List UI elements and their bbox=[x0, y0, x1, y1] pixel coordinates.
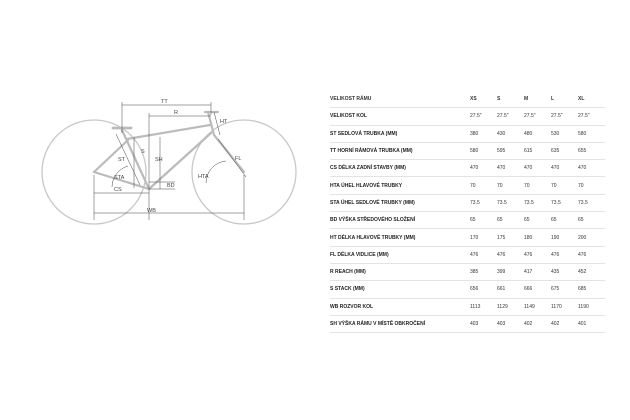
row-label: HT DÉLKA HLAVOVÉ TRUBKY (MM) bbox=[330, 229, 470, 246]
table-cell: 385 bbox=[470, 263, 497, 280]
label-sta: STA bbox=[114, 175, 125, 181]
table-row bbox=[330, 229, 605, 246]
row-label: S STACK (MM) bbox=[330, 281, 470, 298]
table-cell: 470 bbox=[497, 160, 524, 177]
table-cell: 73.5 bbox=[578, 194, 605, 211]
label-tt: TT bbox=[161, 99, 168, 105]
header-size: XS bbox=[470, 91, 497, 108]
table-cell: 635 bbox=[551, 142, 578, 159]
table-cell: 402 bbox=[524, 315, 551, 332]
table-cell: 675 bbox=[551, 281, 578, 298]
table-cell: 470 bbox=[551, 160, 578, 177]
table-row bbox=[330, 177, 605, 194]
table-cell: 661 bbox=[497, 281, 524, 298]
table-cell: 470 bbox=[524, 160, 551, 177]
header-label: VELIKOST RÁMU bbox=[330, 91, 470, 108]
table-cell: 190 bbox=[551, 229, 578, 246]
table-cell: 73.5 bbox=[497, 194, 524, 211]
label-hta: HTA bbox=[198, 174, 209, 180]
table-row bbox=[330, 246, 605, 263]
table-cell: 65 bbox=[524, 212, 551, 229]
table-cell: 476 bbox=[470, 246, 497, 263]
table-cell: 580 bbox=[470, 142, 497, 159]
table-cell: 470 bbox=[470, 160, 497, 177]
table-cell: 70 bbox=[470, 177, 497, 194]
table-cell: 170 bbox=[470, 229, 497, 246]
table-cell: 656 bbox=[470, 281, 497, 298]
table-cell: 200 bbox=[578, 229, 605, 246]
table-cell: 435 bbox=[551, 263, 578, 280]
table-cell: 580 bbox=[578, 125, 605, 142]
table-row bbox=[330, 298, 605, 315]
table-cell: 655 bbox=[578, 142, 605, 159]
table-row bbox=[330, 263, 605, 280]
row-label: TT HORNÍ RÁMOVÁ TRUBKA (MM) bbox=[330, 142, 470, 159]
table-cell: 666 bbox=[524, 281, 551, 298]
table-cell: 399 bbox=[497, 263, 524, 280]
table-row bbox=[330, 142, 605, 159]
table-cell: 615 bbox=[524, 142, 551, 159]
table-cell: 65 bbox=[578, 212, 605, 229]
table-header-row bbox=[330, 91, 605, 108]
table-cell: 1149 bbox=[524, 298, 551, 315]
table-cell: 70 bbox=[578, 177, 605, 194]
row-label: BD VÝŠKA STŘEDOVÉHO SLOŽENÍ bbox=[330, 212, 470, 229]
table-cell: 73.5 bbox=[524, 194, 551, 211]
label-st: ST bbox=[118, 157, 126, 163]
table-cell: 27.5" bbox=[497, 108, 524, 125]
table-cell: 27.5" bbox=[524, 108, 551, 125]
table-cell: 403 bbox=[497, 315, 524, 332]
label-wb: WB bbox=[147, 208, 156, 214]
table-cell: 180 bbox=[524, 229, 551, 246]
bike-geometry-diagram bbox=[30, 85, 310, 285]
table-cell: 65 bbox=[470, 212, 497, 229]
bike-geometry-svg bbox=[30, 85, 310, 285]
table-cell: 27.5" bbox=[551, 108, 578, 125]
table-cell: 65 bbox=[497, 212, 524, 229]
table-cell: 476 bbox=[578, 246, 605, 263]
header-size: L bbox=[551, 91, 578, 108]
geometry-table bbox=[330, 91, 605, 333]
table-cell: 70 bbox=[551, 177, 578, 194]
table-cell: 430 bbox=[497, 125, 524, 142]
table-cell: 73.5 bbox=[551, 194, 578, 211]
label-s: S bbox=[141, 149, 145, 155]
table-cell: 1113 bbox=[470, 298, 497, 315]
row-label: FL DÉLKA VIDLICE (MM) bbox=[330, 246, 470, 263]
table-cell: 1190 bbox=[578, 298, 605, 315]
table-cell: 476 bbox=[497, 246, 524, 263]
row-label: R REACH (MM) bbox=[330, 263, 470, 280]
table-cell: 417 bbox=[524, 263, 551, 280]
table-cell: 65 bbox=[551, 212, 578, 229]
label-r: R bbox=[174, 110, 178, 116]
row-label: ST SEDLOVÁ TRUBKA (MM) bbox=[330, 125, 470, 142]
row-label: STA ÚHEL SEDLOVÉ TRUBKY (MM) bbox=[330, 194, 470, 211]
row-label: WB ROZVOR KOL bbox=[330, 298, 470, 315]
table-cell: 402 bbox=[551, 315, 578, 332]
table-cell: 452 bbox=[578, 263, 605, 280]
header-size: XL bbox=[578, 91, 605, 108]
table-cell: 476 bbox=[524, 246, 551, 263]
geometry-table-container bbox=[330, 91, 605, 333]
table-cell: 1129 bbox=[497, 298, 524, 315]
table-cell: 27.5" bbox=[578, 108, 605, 125]
table-cell: 403 bbox=[470, 315, 497, 332]
label-sh: SH bbox=[155, 157, 163, 163]
table-cell: 530 bbox=[551, 125, 578, 142]
header-size: M bbox=[524, 91, 551, 108]
table-body bbox=[330, 108, 605, 333]
table-cell: 595 bbox=[497, 142, 524, 159]
table-cell: 401 bbox=[578, 315, 605, 332]
row-label: CS DÉLKA ZADNÍ STAVBY (MM) bbox=[330, 160, 470, 177]
table-cell: 476 bbox=[551, 246, 578, 263]
table-cell: 70 bbox=[524, 177, 551, 194]
table-row bbox=[330, 315, 605, 332]
table-cell: 470 bbox=[578, 160, 605, 177]
table-cell: 73.5 bbox=[470, 194, 497, 211]
table-row bbox=[330, 281, 605, 298]
label-fl: FL bbox=[235, 156, 242, 162]
table-cell: 480 bbox=[524, 125, 551, 142]
table-row bbox=[330, 194, 605, 211]
table-row bbox=[330, 160, 605, 177]
table-cell: 70 bbox=[497, 177, 524, 194]
table-row bbox=[330, 108, 605, 125]
table-cell: 380 bbox=[470, 125, 497, 142]
row-label: SH VÝŠKA RÁMU V MÍSTĚ OBKROČENÍ bbox=[330, 315, 470, 332]
label-bd: BD bbox=[167, 183, 175, 189]
table-row bbox=[330, 212, 605, 229]
label-ht: HT bbox=[220, 119, 228, 125]
table-cell: 27.5" bbox=[470, 108, 497, 125]
table-row bbox=[330, 125, 605, 142]
row-label: VELIKOST KOL bbox=[330, 108, 470, 125]
header-size: S bbox=[497, 91, 524, 108]
label-cs: CS bbox=[114, 187, 122, 193]
table-cell: 1170 bbox=[551, 298, 578, 315]
table-cell: 685 bbox=[578, 281, 605, 298]
row-label: HTA ÚHEL HLAVOVÉ TRUBKY bbox=[330, 177, 470, 194]
table-cell: 175 bbox=[497, 229, 524, 246]
